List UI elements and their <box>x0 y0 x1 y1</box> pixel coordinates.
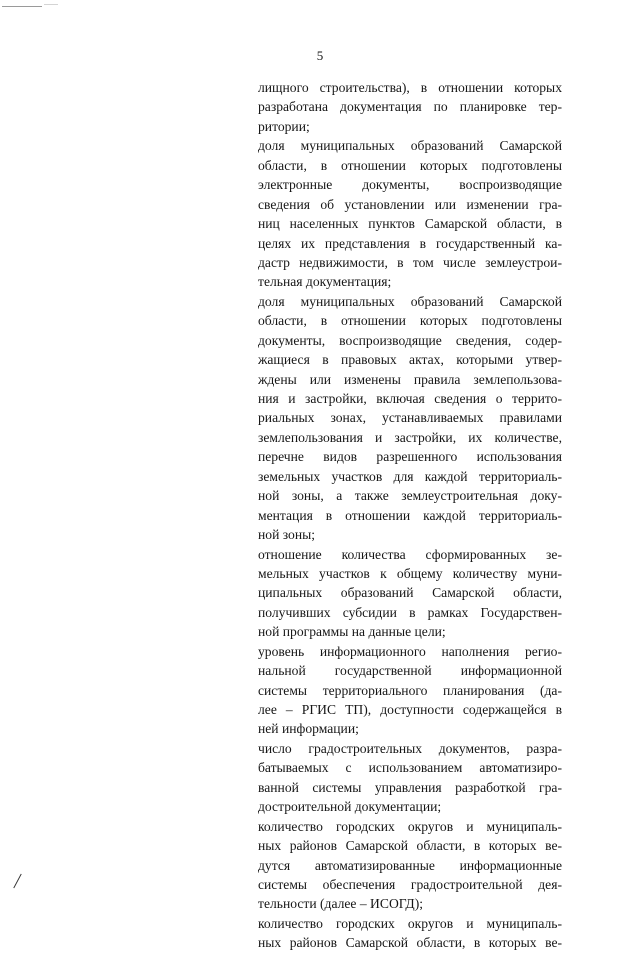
scan-edge-line <box>2 6 42 7</box>
text-line: системы обеспечения градостроительной дея- <box>258 876 562 892</box>
text-line: риальных зонах, устанавливаемых правилами <box>258 410 562 426</box>
text-line: тельности (далее – ИСОГД); <box>258 896 423 912</box>
text-line: землепользования и застройки, их количестве, <box>258 429 562 445</box>
text-line: получивших субсидии в рамках Государствен- <box>258 604 562 620</box>
text-line: лее – РГИС ТП), доступности содержащейся в <box>258 702 562 717</box>
text-line: нальной государственной информационной <box>258 663 562 679</box>
text-line: ждены или изменены правила землепользова- <box>258 371 562 387</box>
paragraph <box>258 739 562 817</box>
text-line: документы, воспроизводящие сведения, содер- <box>258 332 562 348</box>
paragraph <box>258 914 562 953</box>
text-line: отношение количества сформированных зе- <box>258 546 562 562</box>
text-line: лищного строительства), в отношении которых <box>258 80 562 95</box>
text-line: ной зоны, а также землеустроительная доку- <box>258 488 562 504</box>
text-line: тельная документация; <box>258 274 392 290</box>
text-line: дастр недвижимости, в том числе землеустрои- <box>258 254 562 270</box>
text-line: число градостроительных документов, разра- <box>258 740 562 756</box>
text-line: дутся автоматизированные информационные <box>258 857 562 873</box>
text-line: уровень информационного наполнения регио- <box>258 643 562 659</box>
page-number: 5 <box>316 48 324 63</box>
text-line: ментация в отношении каждой территориаль- <box>258 507 562 523</box>
paragraph <box>258 545 562 642</box>
document-body <box>258 78 562 953</box>
text-line: ной программы на данные цели; <box>258 624 446 640</box>
text-line: достроительной документации; <box>258 799 442 815</box>
paragraph <box>258 642 562 739</box>
text-line: ципальных образований Самарской области, <box>258 585 562 601</box>
text-line: батываемых с использованием автоматизиро- <box>258 760 562 776</box>
paragraph <box>258 817 562 914</box>
text-line: количество городских округов и муниципаль- <box>258 915 562 931</box>
text-line: мельных участков к общему количеству муни- <box>258 565 562 581</box>
text-line: ритории; <box>258 118 310 134</box>
scan-artifact-mark <box>13 874 21 889</box>
text-line: жащиеся в правовых актах, которыми утвер- <box>258 352 562 368</box>
text-line: ниц населенных пунктов Самарской области, в <box>258 216 562 232</box>
paragraph <box>258 78 562 136</box>
text-line: разработана документация по планировке тер- <box>258 99 562 115</box>
text-line: ней информации; <box>258 721 359 737</box>
text-line: доля муниципальных образований Самарской <box>258 293 562 309</box>
text-line: ния и застройки, включая сведения о террито- <box>258 391 562 406</box>
paragraph <box>258 136 562 292</box>
text-line: доля муниципальных образований Самарской <box>258 138 562 154</box>
text-line: ной зоны; <box>258 527 316 543</box>
text-line: целях их представления в государственный ка- <box>258 235 562 251</box>
text-line: земельных участков для каждой территориаль- <box>258 468 562 484</box>
text-line: области, в отношении которых подготовлены <box>258 313 562 329</box>
text-line: сведения об установлении или изменении гра- <box>258 196 562 212</box>
text-line: количество городских округов и муниципаль- <box>258 818 562 834</box>
paragraph <box>258 292 562 545</box>
text-line: системы территориального планирования (да- <box>258 682 562 698</box>
text-line: ных районов Самарской области, в которых ве- <box>258 935 562 951</box>
text-line: перечне видов разрешенного использования <box>258 449 562 465</box>
text-line: ванной системы управления разработкой гра- <box>258 779 562 795</box>
scan-edge-line-faint <box>44 4 58 5</box>
text-line: электронные документы, воспроизводящие <box>258 177 562 193</box>
text-line: ных районов Самарской области, в которых ве- <box>258 838 562 854</box>
text-line: области, в отношении которых подготовлены <box>258 157 562 173</box>
